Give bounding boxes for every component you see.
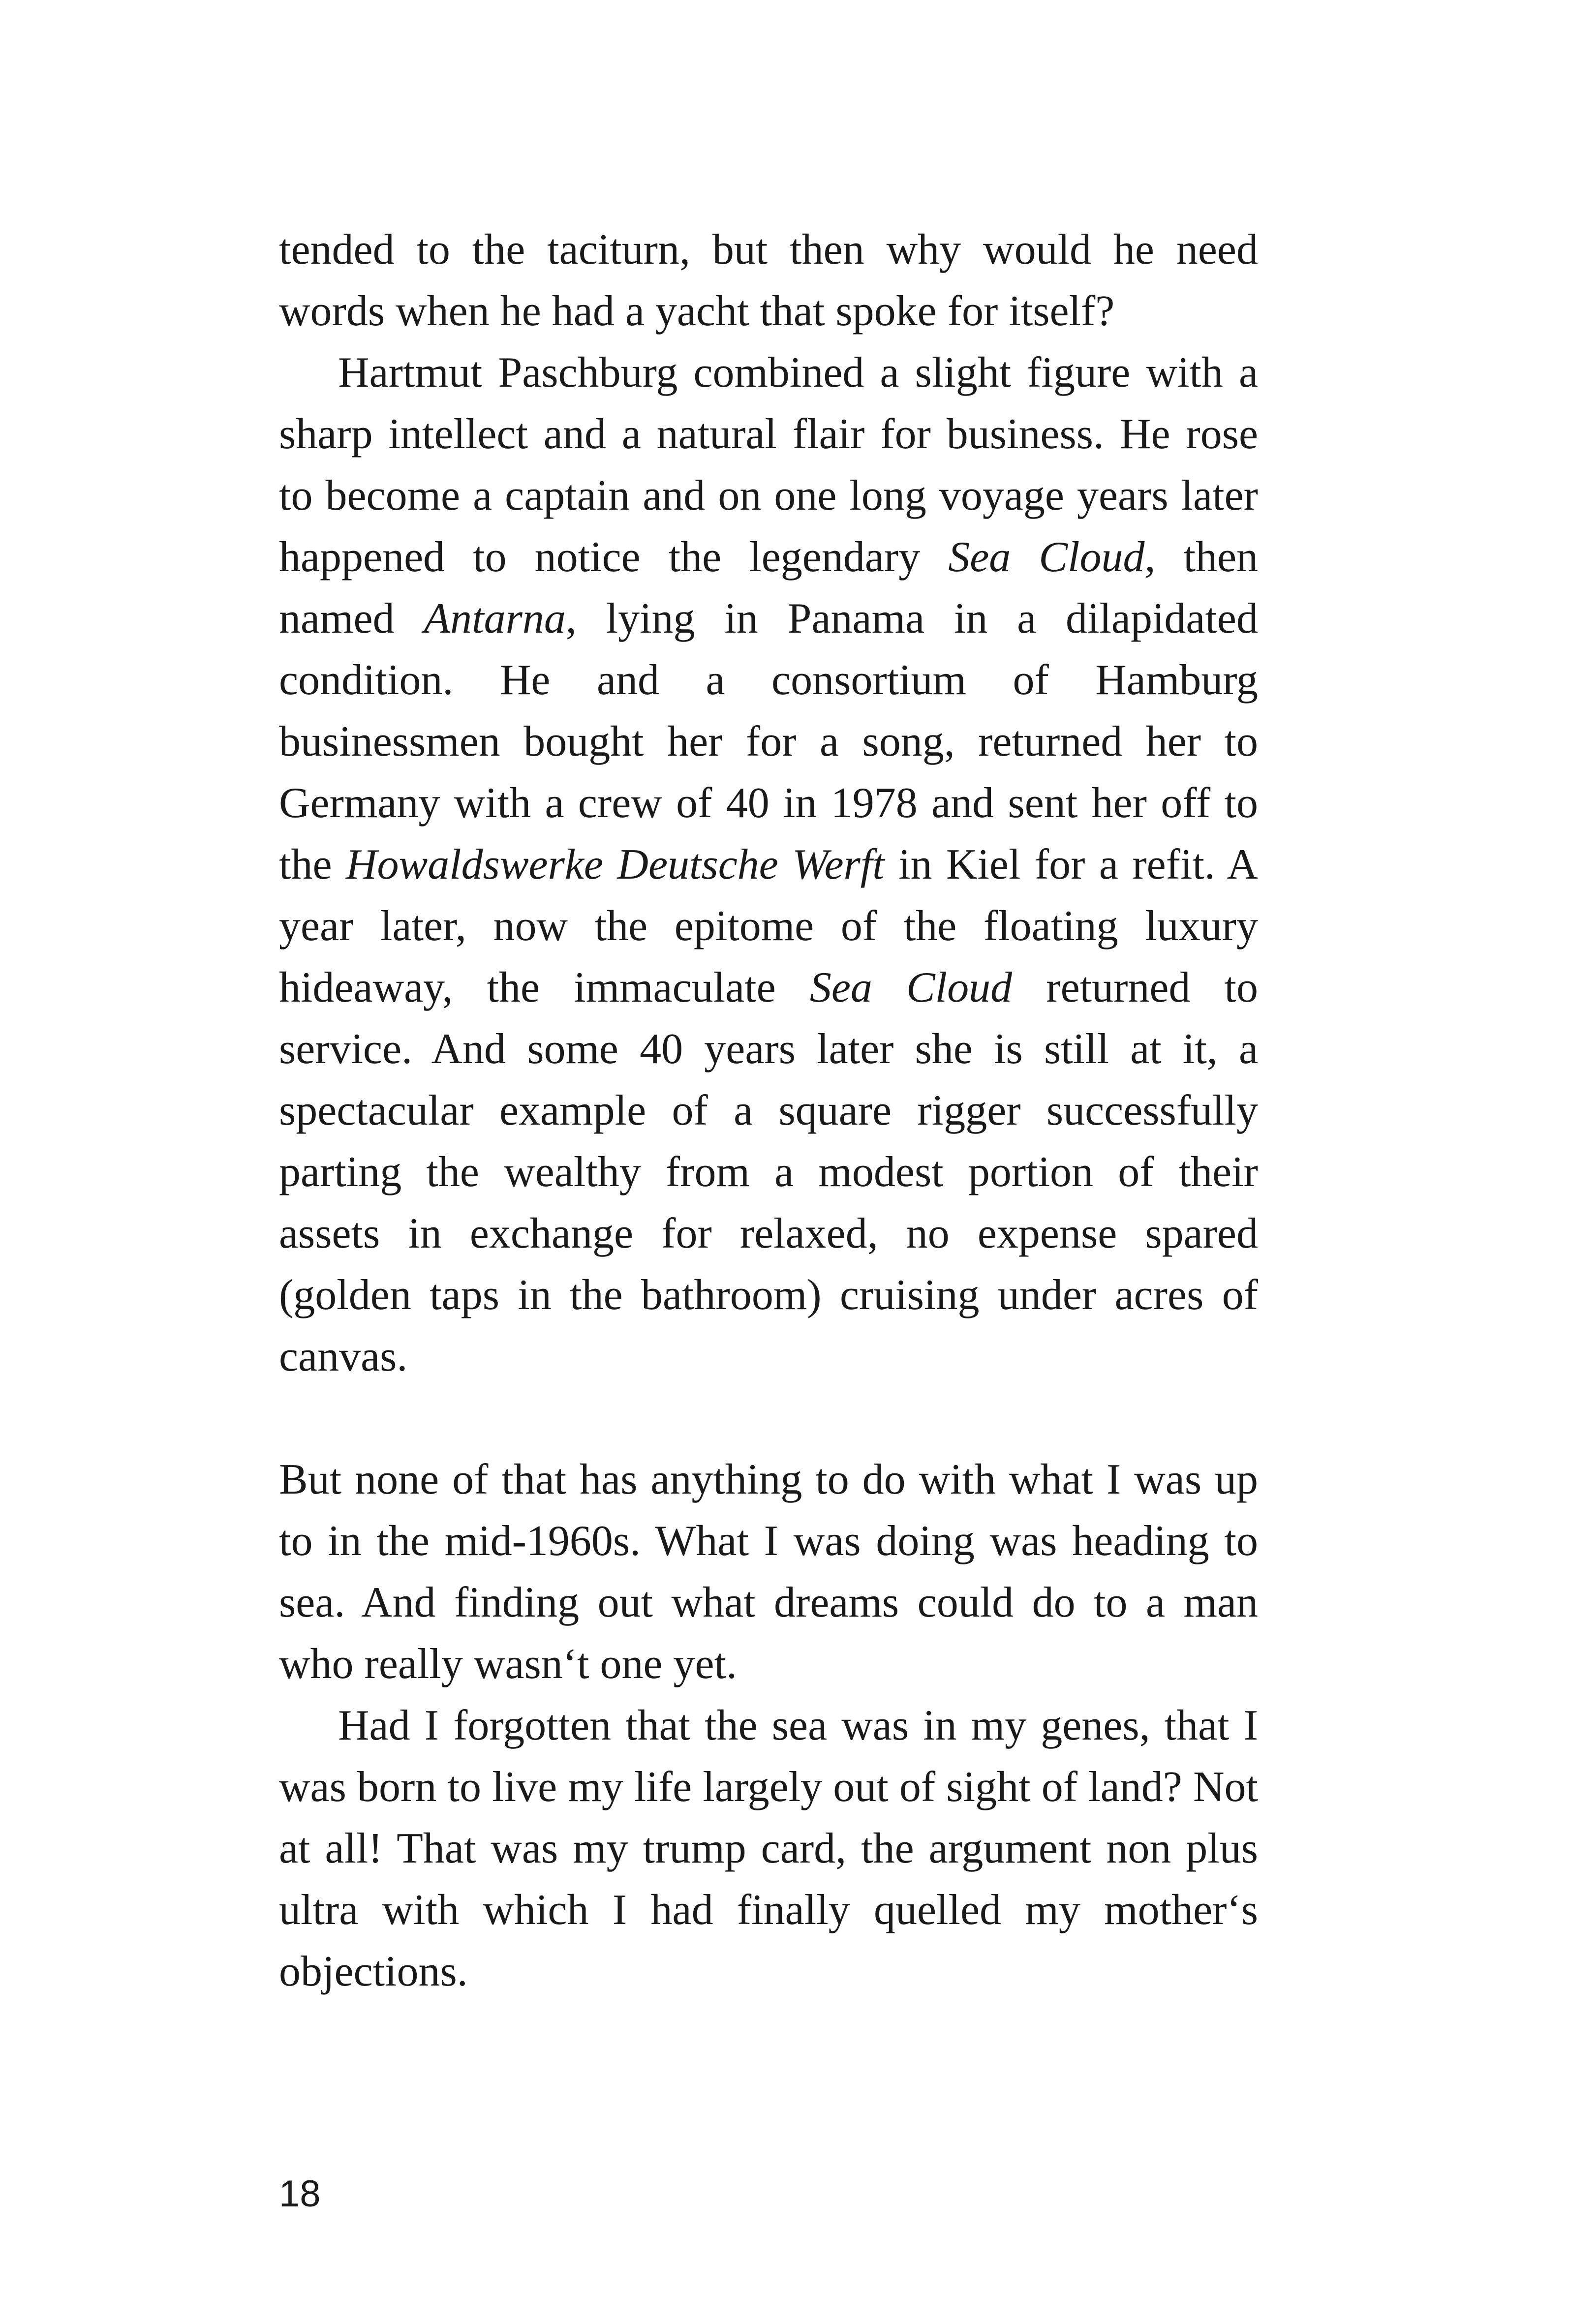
ship-name-sea-cloud: Sea Cloud <box>809 964 1013 1011</box>
text-run: Hartmut Paschburg combined a slight figure with a sharp intellect and a natural flair for business. He rose to become a captain and on one long voyage years later happened to notice the legendary <box>279 349 1258 581</box>
text-run: returned to service. And some 40 years later she is still at it, a spectacular example of a square rigger successfully parting the wealthy from a modest portion of their assets in exchange for relaxed, no expense spared (golden taps in the bathroom) cruising under acres of canvas. <box>279 964 1259 1380</box>
text-run: , lying in Panama in a dilapidated condition. He and a consortium of Hamburg businessmen bought her for a song, returned her to Germany with a crew of 40 in 1978 and sent her off to the <box>279 595 1258 888</box>
text-run: , then named <box>279 533 1259 642</box>
shipyard-name: Howaldswerke Deutsche Werft <box>345 841 885 888</box>
text-run: in Kiel for a refit. A year later, now the epitome of the floating luxury hideaway, the immaculate <box>279 841 1258 1011</box>
page-number: 18 <box>279 2173 321 2215</box>
paragraph-continuation: tended to the taciturn, but then why would he need words when he had a yacht that spoke for itself? <box>279 226 1258 335</box>
text-section-1 <box>279 219 1258 1387</box>
text-section-2 <box>279 1449 1258 2002</box>
paragraph-paschburg <box>279 342 1258 1387</box>
paragraph-mid-1960s: But none of that has anything to do with what I was up to in the mid-1960s. What I was doing was heading to sea. And finding out what dreams could do to a man who really wasn‘t one yet. <box>279 1456 1258 1688</box>
ship-name-antarna: Antarna <box>424 595 566 642</box>
paragraph-sea-in-genes: Had I forgotten that the sea was in my genes, that I was born to live my life largely out of sight of land? Not at all! That was my trump card, the argument non plus ultra with which I had finally quelled my mother‘s objections. <box>279 1702 1258 1995</box>
ship-name-sea-cloud: Sea Cloud <box>948 533 1145 581</box>
